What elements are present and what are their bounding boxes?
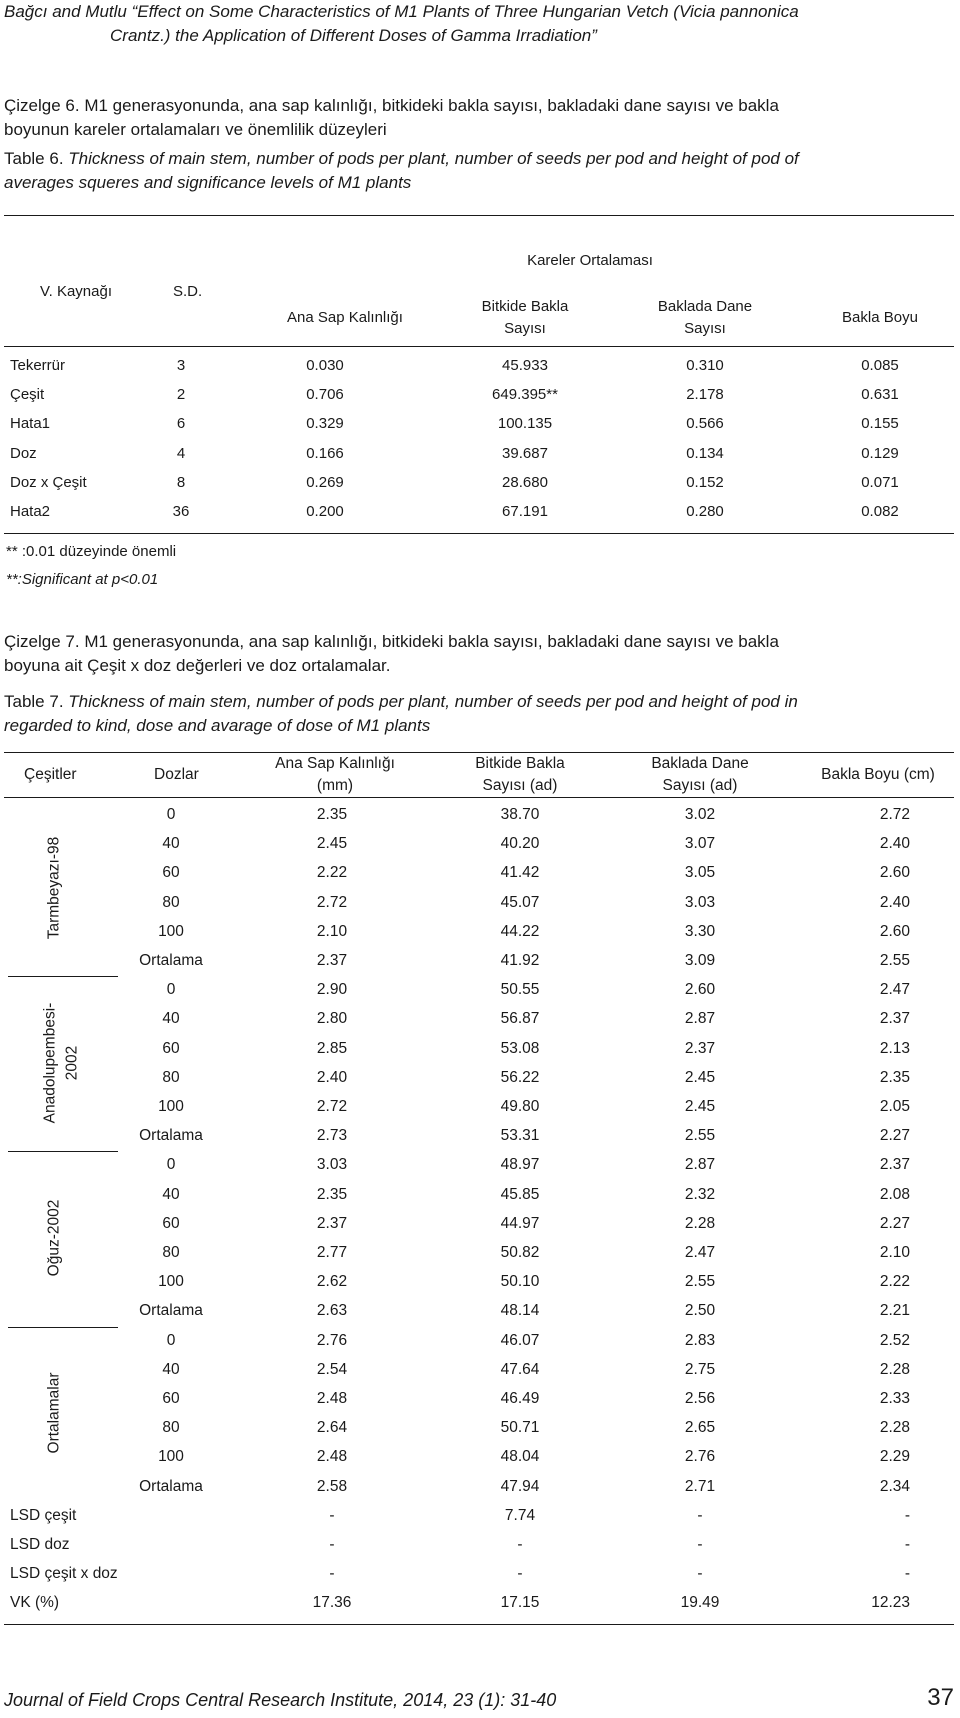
table6-cell-height: 0.129 xyxy=(861,444,899,462)
table7-cell-stem: 2.76 xyxy=(316,1331,348,1349)
table7-cell-stem: 2.77 xyxy=(316,1244,348,1261)
table7-cell-seeds: 3.09 xyxy=(684,952,716,969)
table7-cell-pods: 48.14 xyxy=(500,1302,540,1320)
table7-cell-stem: 2.10 xyxy=(316,922,348,940)
table7-cell-dose: 0 xyxy=(166,981,176,999)
table6-cell-pods: 100.135 xyxy=(497,415,553,433)
table7-cell-seeds: 2.87 xyxy=(684,1156,716,1174)
table7-stat-seeds: - xyxy=(697,1565,703,1583)
table6-cell-source: Doz x Çeşit xyxy=(10,473,87,491)
table6-top-rule xyxy=(4,215,954,216)
table7-cell-dose: 100 xyxy=(158,1098,184,1115)
table7-cell-height: 2.37 xyxy=(879,1156,910,1174)
table7-cell-dose: Ortalama xyxy=(139,1477,203,1495)
table7-stat-height: - xyxy=(904,1536,910,1553)
table7-stat-seeds: - xyxy=(697,1506,703,1524)
table7-cell-seeds: 3.07 xyxy=(684,835,716,853)
table6-cell-source: Çeşit xyxy=(10,386,45,404)
table7-cell-height: 2.60 xyxy=(879,864,910,882)
table7-cell-dose: 40 xyxy=(162,1185,180,1203)
table7-stat-label: VK (%) xyxy=(10,1594,60,1612)
table7-cell-seeds: 3.02 xyxy=(684,806,716,823)
table7-cell-pods: 40.20 xyxy=(500,835,540,853)
table7-cell-seeds: 2.65 xyxy=(684,1419,716,1437)
table7-stat-label: LSD doz xyxy=(10,1536,70,1553)
table7-cell-seeds: 3.30 xyxy=(684,922,716,940)
table7-bottom-rule xyxy=(4,1624,954,1625)
table7-cell-seeds: 2.28 xyxy=(684,1214,716,1232)
table7-col-seeds-2: Sayısı (ad) xyxy=(662,777,738,794)
table6-cell-stem: 0.269 xyxy=(306,473,344,491)
table7-cell-seeds: 2.37 xyxy=(684,1039,716,1057)
table7-cell-pods: 53.08 xyxy=(500,1039,540,1057)
table7-cell-stem: 2.22 xyxy=(316,864,348,882)
table7-cell-dose: 100 xyxy=(158,1448,184,1466)
table7-cell-stem: 2.62 xyxy=(316,1273,348,1291)
table7-cell-seeds: 2.60 xyxy=(684,981,716,999)
table7-caption-tr-line2: boyuna ait Çeşit x doz değerleri ve doz ortalamalar. xyxy=(4,656,391,675)
table7-cell-height: 2.21 xyxy=(879,1302,910,1320)
table6-cell-source: Doz xyxy=(10,444,37,462)
table7-col-stem-2: (mm) xyxy=(316,777,354,794)
table7-cell-pods: 50.71 xyxy=(500,1419,540,1437)
table7-stat-stem: - xyxy=(329,1506,335,1524)
table7-cell-pods: 41.42 xyxy=(500,864,540,882)
table6-col-seeds-1: Baklada Dane xyxy=(657,298,753,315)
table7-stat-pods: - xyxy=(517,1565,523,1583)
table7-cell-seeds: 2.87 xyxy=(684,1010,716,1028)
table6-cell-pods: 28.680 xyxy=(502,473,548,491)
table7-cell-height: 2.13 xyxy=(879,1039,910,1057)
table6-cell-stem: 0.329 xyxy=(306,415,344,433)
table7-caption-tr xyxy=(4,630,954,678)
table6-cell-seeds: 0.134 xyxy=(686,444,724,462)
table7-cell-stem: 2.35 xyxy=(316,806,348,823)
table6-cell-stem: 0.166 xyxy=(306,444,344,462)
table6-col-stem: Ana Sap Kalınlığı xyxy=(287,309,403,326)
table7-cell-dose: 40 xyxy=(162,1360,180,1378)
table7-cell-pods: 48.04 xyxy=(500,1448,540,1466)
table6-caption-tr-line1: Çizelge 6. M1 generasyonunda, ana sap kalınlığı, bitkideki bakla sayısı, bakladaki dane sayısı ve bakla xyxy=(4,96,779,115)
table6-group-header: Kareler Ortalaması xyxy=(527,252,653,269)
table7-cell-pods: 49.80 xyxy=(500,1098,540,1115)
table7-cell-dose: 80 xyxy=(162,1419,180,1437)
table7-cell-dose: 100 xyxy=(158,922,184,940)
table7-cell-seeds: 2.55 xyxy=(684,1127,716,1145)
table7-cell-dose: 40 xyxy=(162,1010,180,1028)
table7-cell-pods: 50.82 xyxy=(500,1244,540,1261)
table6-cell-df: 36 xyxy=(172,503,190,520)
page-number: 37 xyxy=(927,1684,954,1711)
table6-label: Table 6. xyxy=(4,149,64,168)
table7-cell-height: 2.05 xyxy=(879,1098,910,1115)
table7-cell-height: 2.10 xyxy=(879,1244,910,1261)
table6-col-seeds-2: Sayısı xyxy=(684,320,726,337)
table7-cell-seeds: 2.45 xyxy=(684,1068,716,1086)
table7-cell-stem: 2.72 xyxy=(316,1098,348,1115)
table7-cell-dose: 0 xyxy=(166,1331,176,1349)
table7-cell-height: 2.34 xyxy=(879,1477,910,1495)
table7-stat-height: - xyxy=(904,1506,910,1524)
table6-cell-df: 4 xyxy=(176,444,186,462)
table7-stat-height: - xyxy=(904,1565,910,1583)
table7-cell-pods: 38.70 xyxy=(500,806,540,823)
table7-label: Table 7. xyxy=(4,692,64,711)
table7-cell-pods: 47.94 xyxy=(500,1477,540,1495)
table6-cell-df: 6 xyxy=(176,415,186,433)
table7-cell-dose: 0 xyxy=(166,806,176,823)
table7-cell-seeds: 3.05 xyxy=(684,864,716,882)
table7-cell-height: 2.52 xyxy=(879,1331,910,1349)
table7-cell-dose: 100 xyxy=(158,1273,184,1291)
table6-cell-seeds: 0.310 xyxy=(686,357,724,374)
table7-stat-height: 12.23 xyxy=(871,1594,910,1612)
table6-cell-stem: 0.200 xyxy=(306,503,344,520)
table7-stat-stem: - xyxy=(329,1536,335,1553)
running-header xyxy=(4,0,954,48)
table7-stat-seeds: 19.49 xyxy=(680,1594,720,1612)
table7-cell-height: 2.35 xyxy=(879,1068,910,1086)
table7-cell-pods: 53.31 xyxy=(500,1127,540,1145)
table7-cell-stem: 2.48 xyxy=(316,1390,348,1407)
table7-cell-stem: 3.03 xyxy=(316,1156,348,1174)
table7-cell-height: 2.40 xyxy=(879,893,910,911)
table7-cell-pods: 47.64 xyxy=(500,1360,540,1378)
table7-cell-stem: 2.35 xyxy=(316,1185,348,1203)
table7-cell-stem: 2.73 xyxy=(316,1127,348,1145)
table7-cell-dose: Ortalama xyxy=(139,1302,203,1320)
table6-col-pods-1: Bitkide Bakla xyxy=(481,298,569,315)
table6-cell-pods: 649.395** xyxy=(492,386,558,404)
table7-stat-pods: - xyxy=(517,1536,523,1553)
table6-cell-height: 0.085 xyxy=(861,357,899,374)
table7-cell-stem: 2.40 xyxy=(316,1068,348,1086)
table7-cell-stem: 2.48 xyxy=(316,1448,348,1466)
table7-cell-height: 2.27 xyxy=(879,1214,910,1232)
table7-group-label: Tarmbeyazı-98 xyxy=(46,836,63,939)
table6-note-en: **:Significant at p<0.01 xyxy=(6,571,159,588)
table7-cell-seeds: 2.50 xyxy=(684,1302,716,1320)
table7-cell-pods: 46.07 xyxy=(500,1331,540,1349)
table6-cell-seeds: 2.178 xyxy=(686,386,724,404)
table7-cell-seeds: 2.75 xyxy=(684,1360,716,1378)
table7-group-label: Oğuz-2002 xyxy=(46,1199,63,1277)
table7-cell-dose: 0 xyxy=(166,1156,176,1174)
table7-cell-dose: 60 xyxy=(162,1039,180,1057)
table7-cell-height: 2.47 xyxy=(879,981,910,999)
table7-col-pods-1: Bitkide Bakla xyxy=(475,755,565,772)
table7-cell-stem: 2.63 xyxy=(316,1302,348,1320)
table6-cell-seeds: 0.566 xyxy=(686,415,724,433)
table7-cell-seeds: 2.32 xyxy=(684,1185,716,1203)
table6-cell-source: Tekerrür xyxy=(10,357,66,374)
table6-cell-df: 8 xyxy=(176,473,186,491)
table7-cell-dose: 80 xyxy=(162,1244,180,1261)
running-header-line1: Bağcı and Mutlu “Effect on Some Characteristics of M1 Plants of Three Hungarian Vetch (Vicia pannonica xyxy=(4,2,799,21)
table7-cell-dose: Ortalama xyxy=(139,1127,203,1145)
table6-cell-source: Hata1 xyxy=(10,415,51,433)
table7-col-height: Bakla Boyu (cm) xyxy=(821,766,935,783)
table7-top-rule xyxy=(4,752,954,753)
table7-col-seeds-1: Baklada Dane xyxy=(651,755,749,772)
table7-col-variety: Çeşitler xyxy=(24,766,77,783)
table6-cell-pods: 45.933 xyxy=(502,357,548,374)
table7-cell-pods: 44.22 xyxy=(500,922,540,940)
table6-bottom-rule xyxy=(4,533,954,534)
table6-caption-en-line2: averages squeres and significance levels of M1 plants xyxy=(4,173,412,192)
table6-cell-source: Hata2 xyxy=(10,503,51,520)
table6-col-df: S.D. xyxy=(173,283,203,300)
table7-stat-stem: - xyxy=(329,1565,335,1583)
table7-cell-dose: 60 xyxy=(162,864,180,882)
table7-cell-seeds: 2.71 xyxy=(684,1477,716,1495)
running-header-line2: Crantz.) the Application of Different Doses of Gamma Irradiation” xyxy=(110,26,597,45)
table7-caption-en-line1: Thickness of main stem, number of pods per plant, number of seeds per pod and height of pod in xyxy=(63,692,798,711)
table7-cell-height: 2.37 xyxy=(879,1010,910,1028)
table7-cell-seeds: 2.55 xyxy=(684,1273,716,1291)
table7-cell-dose: Ortalama xyxy=(139,952,203,969)
table6-cell-height: 0.155 xyxy=(861,415,899,433)
table7-caption-tr-line1: Çizelge 7. M1 generasyonunda, ana sap kalınlığı, bitkideki bakla sayısı, bakladaki dane sayısı ve bakla xyxy=(4,632,779,651)
table6-caption-tr xyxy=(4,94,954,142)
table7-cell-pods: 45.07 xyxy=(500,893,540,911)
table6-cell-height: 0.082 xyxy=(861,503,899,520)
table7-cell-stem: 2.90 xyxy=(316,981,348,999)
table6-caption-en-line1: Thickness of main stem, number of pods per plant, number of seeds per pod and height of pod of xyxy=(63,149,799,168)
table6-cell-stem: 0.706 xyxy=(306,386,344,404)
table7-cell-seeds: 2.45 xyxy=(684,1098,716,1115)
table7-cell-dose: 80 xyxy=(162,893,180,911)
table7-cell-height: 2.08 xyxy=(879,1185,910,1203)
table6-cell-seeds: 0.280 xyxy=(686,503,724,520)
table7-cell-height: 2.72 xyxy=(879,806,910,823)
table7-group-label xyxy=(40,975,84,1150)
table6-cell-pods: 39.687 xyxy=(502,444,548,462)
table6-header-rule xyxy=(4,346,954,347)
table7-stat-label: LSD çeşit x doz xyxy=(10,1565,118,1583)
table6-col-source: V. Kaynağı xyxy=(40,283,113,300)
table7-cell-pods: 41.92 xyxy=(500,952,540,969)
table7-cell-dose: 80 xyxy=(162,1068,180,1086)
table6-cell-stem: 0.030 xyxy=(306,357,344,374)
table7-cell-seeds: 2.83 xyxy=(684,1331,716,1349)
table7-cell-height: 2.29 xyxy=(879,1448,910,1466)
table7-cell-height: 2.60 xyxy=(879,922,910,940)
table7-cell-height: 2.22 xyxy=(879,1273,910,1291)
table7-cell-stem: 2.58 xyxy=(316,1477,348,1495)
table7-caption-en xyxy=(4,690,954,738)
table7-col-stem-1: Ana Sap Kalınlığı xyxy=(275,755,395,772)
table7-header-rule xyxy=(4,797,954,798)
table7-stat-label: LSD çeşit xyxy=(10,1506,77,1524)
table6-cell-df: 3 xyxy=(176,357,186,374)
table7-cell-height: 2.40 xyxy=(879,835,910,853)
table7-cell-pods: 44.97 xyxy=(500,1214,540,1232)
table6-col-pods-2: Sayısı xyxy=(504,320,546,337)
table7-cell-stem: 2.54 xyxy=(316,1360,348,1378)
table7-cell-pods: 56.22 xyxy=(500,1068,540,1086)
table6-note-tr: ** :0.01 düzeyinde önemli xyxy=(6,543,177,560)
table7-cell-stem: 2.85 xyxy=(316,1039,348,1057)
table7-stat-seeds: - xyxy=(697,1536,703,1553)
table7-cell-height: 2.28 xyxy=(879,1360,910,1378)
table7-cell-seeds: 3.03 xyxy=(684,893,716,911)
table7-stat-stem: 17.36 xyxy=(312,1594,352,1612)
table7-cell-height: 2.28 xyxy=(879,1419,910,1437)
table7-stat-pods: 7.74 xyxy=(504,1506,536,1524)
table7-group-label-line1: Anadolupembesi- xyxy=(42,1002,59,1124)
table7-cell-stem: 2.37 xyxy=(316,952,348,969)
table7-col-dose: Dozlar xyxy=(154,766,199,783)
table7-cell-pods: 56.87 xyxy=(500,1010,540,1028)
table7-cell-dose: 60 xyxy=(162,1214,180,1232)
table7-cell-stem: 2.72 xyxy=(316,893,348,911)
journal-footer: Journal of Field Crops Central Research Institute, 2014, 23 (1): 31-40 xyxy=(4,1690,557,1710)
table6-cell-df: 2 xyxy=(176,386,186,404)
table7-cell-seeds: 2.56 xyxy=(684,1390,716,1407)
table6-cell-height: 0.071 xyxy=(861,473,899,491)
table7-cell-dose: 40 xyxy=(162,835,180,853)
table7-col-pods-2: Sayısı (ad) xyxy=(482,777,558,794)
table7-cell-pods: 45.85 xyxy=(500,1185,540,1203)
table7-cell-pods: 50.10 xyxy=(500,1273,540,1291)
table6-cell-height: 0.631 xyxy=(861,386,899,404)
table7-cell-height: 2.33 xyxy=(879,1390,910,1407)
table7-cell-stem: 2.37 xyxy=(316,1214,348,1232)
table7-caption-en-line2: regarded to kind, dose and avarage of dose of M1 plants xyxy=(4,716,431,735)
table7-group-label: Ortalamalar xyxy=(46,1372,63,1454)
table7-cell-stem: 2.64 xyxy=(316,1419,348,1437)
table7-cell-stem: 2.45 xyxy=(316,835,348,853)
table7-cell-dose: 60 xyxy=(162,1390,180,1407)
table6-cell-pods: 67.191 xyxy=(502,503,548,520)
table7-cell-seeds: 2.76 xyxy=(684,1448,716,1466)
table6-col-height: Bakla Boyu xyxy=(842,309,918,326)
table7-cell-height: 2.27 xyxy=(879,1127,910,1145)
table6-caption-tr-line2: boyunun kareler ortalamaları ve önemlilik düzeyleri xyxy=(4,120,387,139)
table7-cell-pods: 46.49 xyxy=(500,1390,540,1407)
table7-cell-seeds: 2.47 xyxy=(684,1244,716,1261)
table7-cell-pods: 50.55 xyxy=(500,981,540,999)
table6-caption-en xyxy=(4,147,954,195)
table7-cell-stem: 2.80 xyxy=(316,1010,348,1028)
table6-cell-seeds: 0.152 xyxy=(686,473,724,491)
table7-stat-pods: 17.15 xyxy=(500,1594,540,1612)
table7-group-label-line2: 2002 xyxy=(64,1045,81,1081)
table7-cell-height: 2.55 xyxy=(879,952,910,969)
table7-cell-pods: 48.97 xyxy=(500,1156,540,1174)
